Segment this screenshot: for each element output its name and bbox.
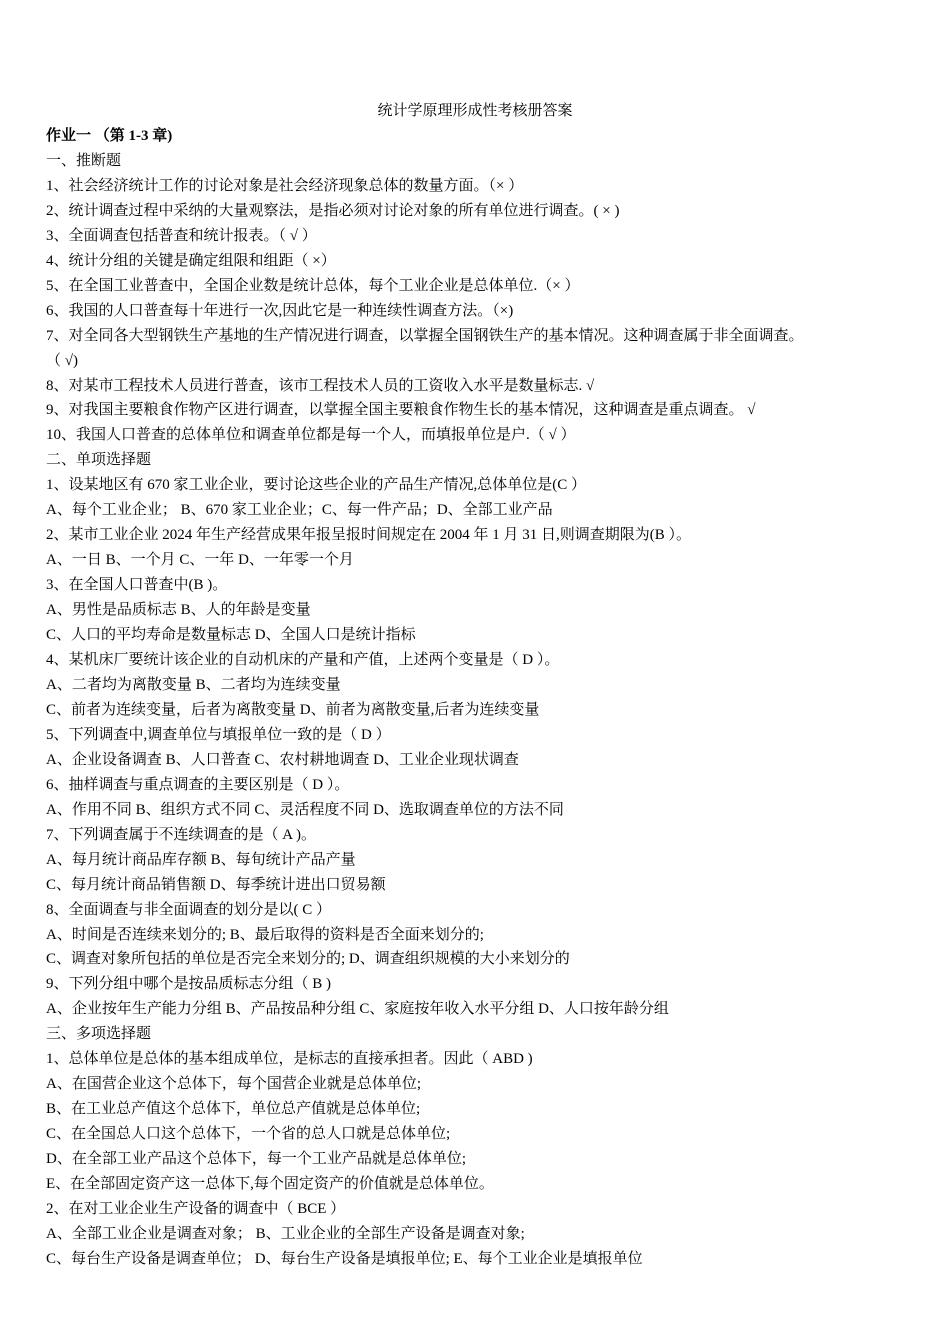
text-line: 2、统计调查过程中采纳的大量观察法，是指必须对讨论对象的所有单位进行调查。( × ) (46, 202, 620, 219)
text-line: 1、总体单位是总体的基本组成单位，是标志的直接承担者。因此（ ABD ) (46, 1051, 533, 1068)
text-line: 二、单项选择题 (46, 452, 152, 469)
document-body (46, 124, 916, 1272)
text-line: A、男性是品质标志 B、人的年龄是变量 (46, 602, 311, 619)
section-heading: 作业一 （第 1-3 章) (46, 128, 173, 144)
text-line: 8、对某市工程技术人员进行普查，该市工程技术人员的工资收入水平是数量标志. √ (46, 377, 595, 394)
text-line: C、前者为连续变量，后者为离散变量 D、前者为离散变量,后者为连续变量 (46, 701, 540, 718)
text-line: A、在国营企业这个总体下，每个国营企业就是总体单位; (46, 1076, 422, 1093)
text-line: A、企业按年生产能力分组 B、产品按品种分组 C、家庭按年收入水平分组 D、人口按年龄分组 (46, 1001, 669, 1018)
text-line: A、企业设备调查 B、人口普查 C、农村耕地调查 D、工业企业现状调查 (46, 751, 519, 768)
text-line: C、每台生产设备是调查单位； D、每台生产设备是填报单位; E、每个工业企业是填报单位 (46, 1250, 643, 1267)
text-line: C、调查对象所包括的单位是否完全来划分的; D、调查组织规模的大小来划分的 (46, 951, 570, 968)
text-line: D、在全部工业产品这个总体下，每一个工业产品就是总体单位; (46, 1151, 467, 1168)
text-line: 3、全面调查包括普查和统计报表。（ √ ） (46, 227, 317, 244)
text-line: 4、某机床厂要统计该企业的自动机床的产量和产值，上述两个变量是（ D ）。 (46, 652, 560, 669)
text-line: A、每月统计商品库存额 B、每旬统计产品产量 (46, 851, 356, 868)
text-line: 6、我国的人口普查每十年进行一次,因此它是一种连续性调查方法。（×) (46, 302, 514, 319)
text-line: 9、对我国主要粮食作物产区进行调查，以掌握全国主要粮食作物生长的基本情况，这种调查是重点调查。 √ (46, 402, 756, 419)
text-line: 1、社会经济统计工作的讨论对象是社会经济现象总体的数量方面。（× ） (46, 177, 524, 194)
text-line: E、在全部固定资产这一总体下,每个固定资产的价值就是总体单位。 (46, 1176, 494, 1193)
text-line: C、人口的平均寿命是数量标志 D、全国人口是统计指标 (46, 627, 416, 644)
text-line: 一、推断题 (46, 152, 122, 169)
text-line: 7、对全同各大型钢铁生产基地的生产情况进行调查，以掌握全国钢铁生产的基本情况。这种调查属于非全面调查。 (46, 327, 804, 344)
text-line: A、二者均为离散变量 B、二者均为连续变量 (46, 676, 341, 693)
text-line: （ √) (46, 352, 78, 369)
text-line: 7、下列调查属于不连续调查的是（ A )。 (46, 826, 317, 843)
text-line: 10、我国人口普查的总体单位和调查单位都是每一个人，而填报单位是户.（ √ ） (46, 427, 576, 444)
document-title: 统计学原理形成性考核册答案 (377, 103, 573, 119)
text-line: B、在工业总产值这个总体下，单位总产值就是总体单位; (46, 1101, 421, 1118)
text-line: A、一日 B、一个月 C、一年 D、一年零一个月 (46, 552, 354, 569)
text-line: 4、统计分组的关键是确定组限和组距（ ×） (46, 252, 336, 269)
text-line: 5、下列调查中,调查单位与填报单位一致的是（ D ） (46, 726, 391, 743)
text-line: A、每个工业企业； B、670 家工业企业；C、每一件产品；D、全部工业产品 (46, 502, 553, 519)
text-line: C、每月统计商品销售额 D、每季统计进出口贸易额 (46, 876, 386, 893)
text-line: 3、在全国人口普查中(B )。 (46, 577, 228, 594)
text-line: C、在全国总人口这个总体下，一个省的总人口就是总体单位; (46, 1126, 451, 1143)
text-line: 9、下列分组中哪个是按品质标志分组（ B ) (46, 976, 332, 993)
text-line: 2、在对工业企业生产设备的调查中（ BCE ） (46, 1200, 346, 1217)
text-line: 8、全面调查与非全面调查的划分是以( C ） (46, 901, 332, 918)
text-line: 2、某市工业企业 2024 年生产经营成果年报呈报时间规定在 2004 年 1 月 31 日,则调查期限为(B ）。 (46, 527, 692, 544)
text-line: 5、在全国工业普查中，全国企业数是统计总体，每个工业企业是总体单位.（× ） (46, 277, 580, 294)
text-line: 三、多项选择题 (46, 1026, 152, 1043)
text-line: 1、设某地区有 670 家工业企业，要讨论这些企业的产品生产情况,总体单位是(C ） (46, 477, 587, 494)
text-line: 6、抽样调查与重点调查的主要区别是（ D ）。 (46, 776, 350, 793)
text-line: A、时间是否连续来划分的; B、最后取得的资料是否全面来划分的; (46, 926, 484, 943)
text-line: A、全部工业企业是调查对象； B、工业企业的全部生产设备是调查对象; (46, 1225, 525, 1242)
text-line: A、作用不同 B、组织方式不同 C、灵活程度不同 D、选取调查单位的方法不同 (46, 801, 564, 818)
